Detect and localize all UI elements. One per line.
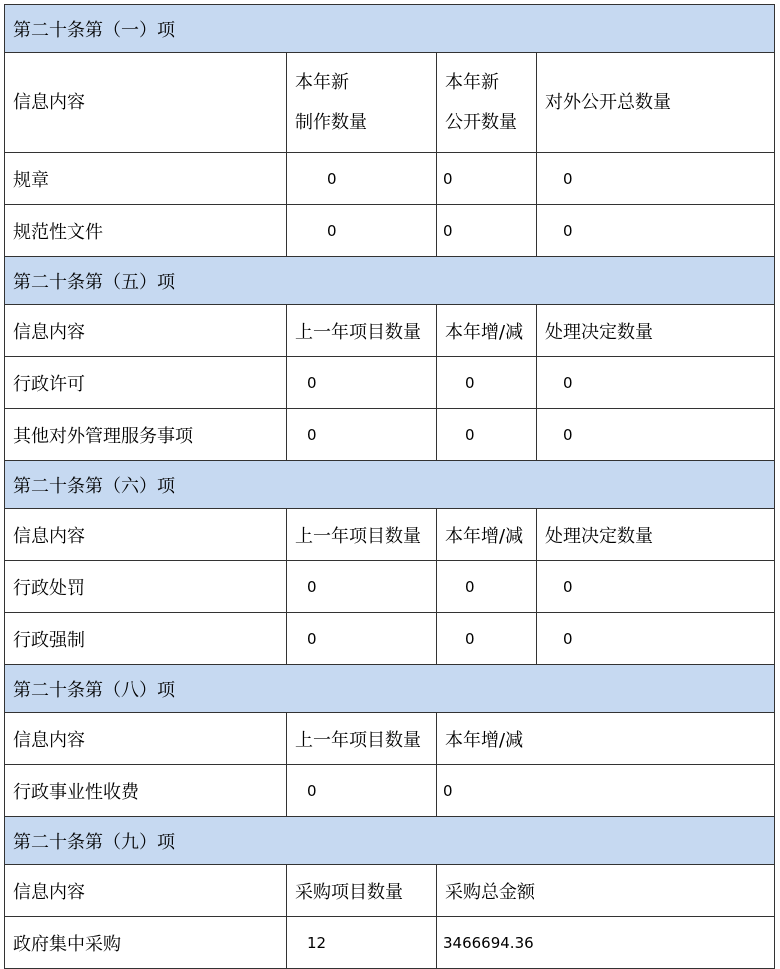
table-row bbox=[5, 613, 775, 665]
row-label: 其他对外管理服务事项 bbox=[5, 409, 287, 461]
column-header: 采购项目数量 bbox=[287, 865, 437, 917]
column-header-row bbox=[5, 53, 775, 153]
column-header: 处理决定数量 bbox=[537, 305, 775, 357]
column-header: 信息内容 bbox=[5, 509, 287, 561]
table-row bbox=[5, 153, 775, 205]
table-cell: 0 bbox=[537, 613, 775, 665]
column-header: 信息内容 bbox=[5, 305, 287, 357]
row-label: 行政许可 bbox=[5, 357, 287, 409]
column-header: 上一年项目数量 bbox=[287, 509, 437, 561]
table-cell: 0 bbox=[287, 153, 437, 205]
disclosure-document bbox=[4, 4, 775, 969]
section-title: 第二十条第（九）项 bbox=[5, 817, 775, 865]
table-row bbox=[5, 357, 775, 409]
table-row bbox=[5, 917, 775, 969]
table-row bbox=[5, 409, 775, 461]
section-header-row bbox=[5, 257, 775, 305]
column-header: 本年新 制作数量 bbox=[287, 53, 437, 153]
table-cell: 0 bbox=[437, 357, 537, 409]
table-cell: 0 bbox=[287, 561, 437, 613]
column-header: 本年新 公开数量 bbox=[437, 53, 537, 153]
table-row bbox=[5, 765, 775, 817]
table-row bbox=[5, 561, 775, 613]
column-header: 采购总金额 bbox=[437, 865, 775, 917]
section-header-row bbox=[5, 817, 775, 865]
table-cell: 0 bbox=[287, 357, 437, 409]
table-cell: 0 bbox=[287, 613, 437, 665]
section-title: 第二十条第（八）项 bbox=[5, 665, 775, 713]
row-label: 规章 bbox=[5, 153, 287, 205]
column-header: 信息内容 bbox=[5, 865, 287, 917]
table-cell: 0 bbox=[537, 153, 775, 205]
section-header-row bbox=[5, 665, 775, 713]
table-cell: 0 bbox=[287, 205, 437, 257]
column-header: 本年增/减 bbox=[437, 509, 537, 561]
row-label: 政府集中采购 bbox=[5, 917, 287, 969]
column-header-row bbox=[5, 305, 775, 357]
table-cell: 0 bbox=[437, 205, 537, 257]
column-header: 信息内容 bbox=[5, 53, 287, 153]
section-header-row bbox=[5, 5, 775, 53]
row-label: 行政处罚 bbox=[5, 561, 287, 613]
section-title: 第二十条第（六）项 bbox=[5, 461, 775, 509]
table-cell: 12 bbox=[287, 917, 437, 969]
table-cell: 3466694.36 bbox=[437, 917, 775, 969]
column-header: 上一年项目数量 bbox=[287, 713, 437, 765]
column-header: 本年增/减 bbox=[437, 713, 775, 765]
section-header-row bbox=[5, 461, 775, 509]
column-header-row bbox=[5, 713, 775, 765]
table-row bbox=[5, 205, 775, 257]
section-title: 第二十条第（五）项 bbox=[5, 257, 775, 305]
column-header-row bbox=[5, 509, 775, 561]
table-cell: 0 bbox=[437, 613, 537, 665]
table-cell: 0 bbox=[537, 561, 775, 613]
table-cell: 0 bbox=[537, 205, 775, 257]
table-cell: 0 bbox=[287, 409, 437, 461]
column-header: 处理决定数量 bbox=[537, 509, 775, 561]
table-cell: 0 bbox=[437, 765, 775, 817]
section-title: 第二十条第（一）项 bbox=[5, 5, 775, 53]
table-cell: 0 bbox=[287, 765, 437, 817]
row-label: 行政事业性收费 bbox=[5, 765, 287, 817]
table-cell: 0 bbox=[437, 409, 537, 461]
row-label: 规范性文件 bbox=[5, 205, 287, 257]
table-cell: 0 bbox=[437, 153, 537, 205]
table-cell: 0 bbox=[537, 357, 775, 409]
table-cell: 0 bbox=[437, 561, 537, 613]
disclosure-table bbox=[4, 4, 775, 969]
column-header: 对外公开总数量 bbox=[537, 53, 775, 153]
column-header: 上一年项目数量 bbox=[287, 305, 437, 357]
table-cell: 0 bbox=[537, 409, 775, 461]
row-label: 行政强制 bbox=[5, 613, 287, 665]
column-header-row bbox=[5, 865, 775, 917]
column-header: 信息内容 bbox=[5, 713, 287, 765]
column-header: 本年增/减 bbox=[437, 305, 537, 357]
